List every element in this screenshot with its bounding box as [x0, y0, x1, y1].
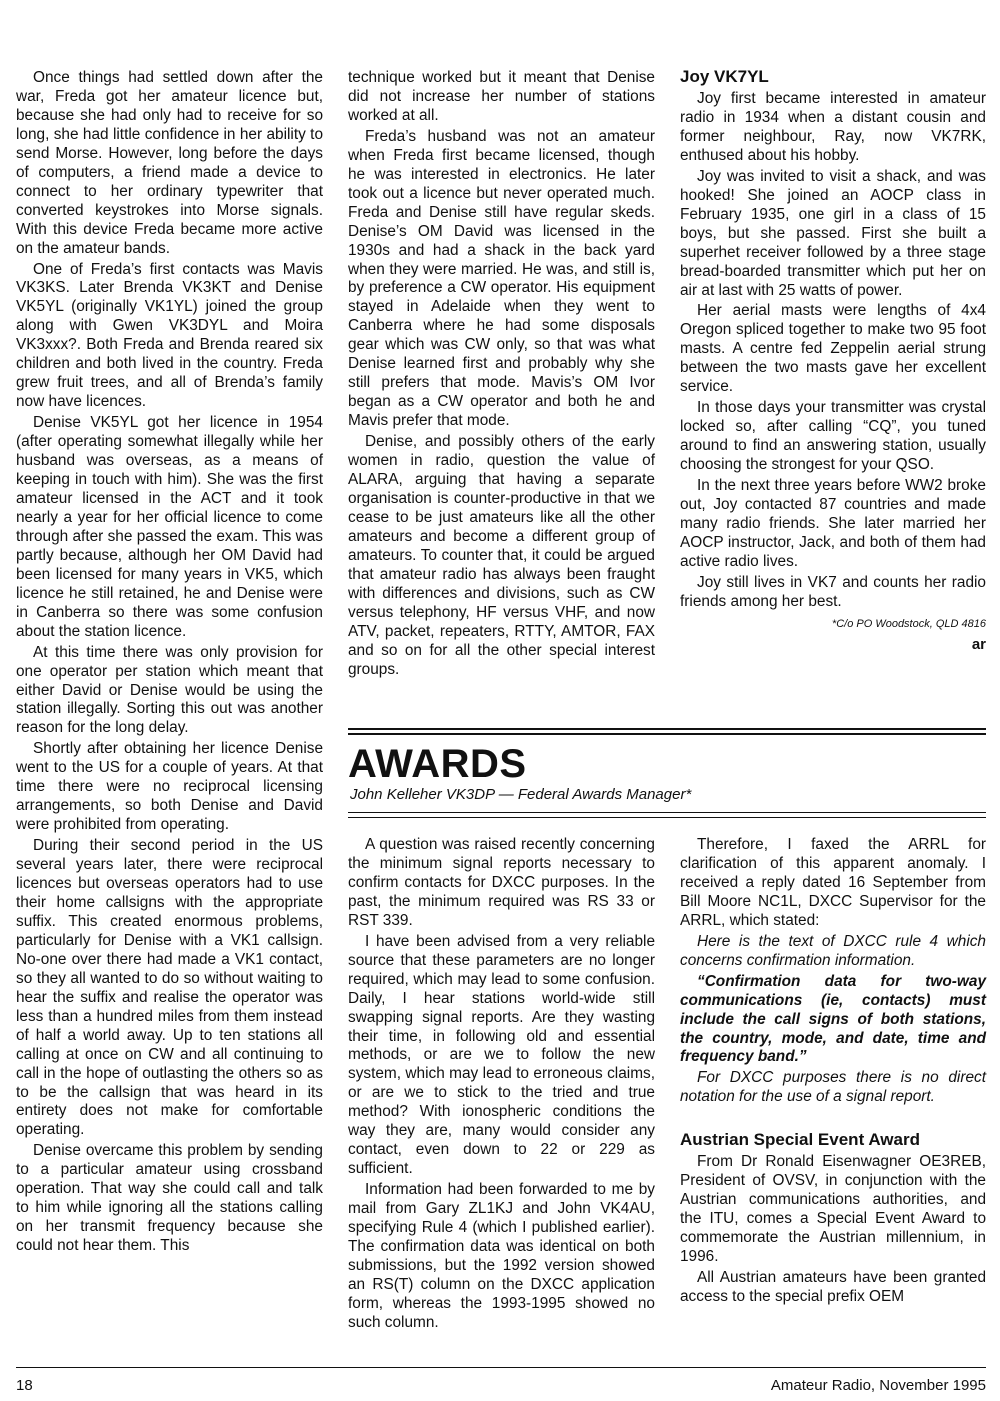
paragraph: Joy was invited to visit a shack, and was hooked! She joined an AOCP class in February 1935, one girl in a class of 15 boys, but she passed. First she built a superhet receiver followed by a three stage bread-boarded transmitter which put her on air at last with 25 watts of power. — [680, 167, 986, 299]
paragraph: Denise, and possibly others of the early women in radio, question the value of ALARA, arguing that having a separate organisation is counter-productive in that we cease to be just amateurs like all the other amateurs and become a different group of amateurs. To counter that, it could be argued that amateur radio has always been fraught with differences and divisions, such as CW versus telephony, HF versus VHF, and now ATV, packet, repeaters, RTTY, AMTOR, FAX and so on for all the other special interest groups. — [348, 433, 655, 678]
quoted-paragraph: Here is the text of DXCC rule 4 which concerns confirmation information. — [680, 932, 986, 969]
paragraph: Denise overcame this problem by sending to a particular amateur using crossband operation. That way she could call and talk to him while ignoring all the stations calling on her transmit frequency because she could not hear them. This — [16, 1142, 323, 1255]
paragraph: Her aerial masts were lengths of 4x4 Oregon spliced together to make two 95 foot masts. A centre fed Zeppelin aerial strung between the two masts gave her excellent service. — [680, 302, 986, 396]
article-column-1 — [16, 69, 323, 1256]
paragraph: Freda’s husband was not an amateur when Freda first became licensed, though he was interested in electronics. He later took out a licence but never operated much. Freda and Denise still have regular skeds. Denise’s OM David was licensed in the 1930s and had a shack in the back yard when they were married. He was, and still is, by preference a CW operator. His equipment stayed in Adelaide when they went to Canberra where he had some disposals gear which was CW only, so that was what Denise learned first and probably why she still prefers that mode. Mavis’s OM Ivor began as a CW operator and both he and Mavis prefer that mode. — [348, 127, 655, 430]
awards-title: AWARDS — [348, 742, 527, 786]
paragraph: technique worked but it meant that Denise did not increase her number of stations worked at all. — [348, 69, 655, 124]
byline-rule — [348, 812, 986, 813]
paragraph: At this time there was only provision for one operator per station which meant that either David or Denise would be using the station illegally. Sorting this out was another reason for the long delay. — [16, 643, 323, 737]
paragraph: In the next three years before WW2 broke out, Joy contacted 87 countries and made many radio friends. She later married her AOCP instructor, Jack, and both of them had active radio lives. — [680, 477, 986, 570]
end-mark: ar — [971, 635, 986, 653]
awards-byline: John Kelleher VK3DP — Federal Awards Manager* — [350, 786, 692, 803]
article-column-2 — [348, 69, 655, 680]
dxcc-rule-quote: “Confirmation data for two-way communications (ie, contacts) must include the call signs of both stations, the country, mode, and date, time and frequency band.” — [680, 972, 986, 1066]
section-rule-top-double — [348, 733, 986, 735]
author-address: *C/o PO Woodstock, QLD 4816 — [831, 617, 986, 630]
paragraph: Therefore, I faxed the ARRL for clarification of this apparent anomaly. I received a reply dated 16 September from Bill Moore NC1L, DXCC Supervisor for the ARRL, which stated: — [680, 836, 986, 929]
paragraph: In those days your transmitter was crystal locked so, after calling “CQ”, you tuned around to find an answering station, usually choosing the strongest for your QSO. — [680, 399, 986, 474]
joy-vk7yl-heading: Joy VK7YL — [680, 67, 769, 86]
paragraph: All Austrian amateurs have been granted access to the special prefix OEM — [680, 1269, 986, 1306]
paragraph: Information had been forwarded to me by mail from Gary ZL1KJ and John VK4AU, specifying Rule 4 (which I published earlier). The confirmation data was identical on both submissions, but the 1992 version showed an RS(T) column on the DXCC application form, whereas the 1993-1995 showed no such column. — [348, 1181, 655, 1331]
paragraph: Denise VK5YL got her licence in 1954 (after operating somewhat illegally while her husband was overseas, as a means of keeping in touch with him). She was the first amateur licensed in the ACT and it took nearly a year for her official licence to come through after she passed the exam. This was partly because, although her OM David had been licensed for many years in VK5, which licence he still retained, he and Denise were in Canberra so there was some confusion about the station licence. — [16, 414, 323, 640]
byline-rule-double — [348, 817, 986, 818]
awards-column-2 — [680, 836, 986, 1307]
quoted-paragraph: For DXCC purposes there is no direct notation for the use of a signal report. — [680, 1069, 986, 1106]
paragraph: Joy first became interested in amateur radio in 1934 when a distant cousin and former neighbour, Ray, now VK7RK, enthused about his hobby. — [680, 90, 986, 164]
paragraph: One of Freda’s first contacts was Mavis VK3KS. Later Brenda VK3KT and Denise VK5YL (originally VK1YL) joined the group along with Gwen VK3DYL and Moira VK3xxx?. Both Freda and Brenda reared six children and both lived in the country. Freda grew fruit trees, and all of Brenda’s family now have licences. — [16, 260, 323, 411]
paragraph: A question was raised recently concerning the minimum signal reports necessary to confirm contacts for DXCC purposes. In the past, the minimum required was RS 33 or RST 339. — [348, 836, 655, 929]
footer-rule — [16, 1367, 986, 1368]
paragraph: Shortly after obtaining her licence Denise went to the US for a couple of years. At that time there were no reciprocal licensing arrangements, so both Denise and David were prohibited from operating. — [16, 740, 323, 834]
paragraph: I have been advised from a very reliable source that these parameters are no longer required, which may lead to some confusion. Daily, I hear stations world-wide still swapping signal reports. Are they wasting their time, in following old and essential methods, or are we to follow the new system, which may lead to erroneous claims, or are we to stick to the tried and true method? With ionospheric conditions the way they are, many would consider any contact, even down to 22 or 229 as sufficient. — [348, 932, 655, 1178]
page-number: 18 — [16, 1377, 33, 1394]
paragraph: Joy still lives in VK7 and counts her radio friends among her best. — [680, 573, 986, 610]
paragraph: Once things had settled down after the war, Freda got her amateur licence but, because she had only had to receive for so long, she had little confidence in her ability to send Morse. However, long before the days of computers, a friend made a device to connect to her ordinary typewriter that converted keystrokes into Morse signals. With this device Freda became more active on the amateur bands. — [16, 69, 323, 257]
paragraph: From Dr Ronald Eisenwagner OE3REB, President of OVSV, in conjunction with the Austrian communications authorities, and the ITU, comes a Special Event Award to commemorate the Austrian millennium, in 1996. — [680, 1153, 986, 1266]
article-column-3 — [680, 66, 986, 655]
awards-column-1 — [348, 836, 655, 1333]
paragraph: During their second period in the US several years later, there were reciprocal licences but overseas operators had to use their home callsigns with the appropriate suffix. This created enormous problems, particularly for Denise with a VK1 callsign. No-one over there had made a VK1 contact, so they all wanted to do so without waiting to hear the suffix and realise the operator was less than a hundred miles from them instead of half a world away. Up to ten stations all calling at once on CW and all continuing to call in the hope of outlasting the others so as to be the callsign that was heard in its entirety does not make for comfortable operating. — [16, 837, 323, 1139]
austrian-award-heading: Austrian Special Event Award — [680, 1130, 920, 1150]
publication-line: Amateur Radio, November 1995 — [770, 1377, 986, 1394]
section-rule-top — [348, 728, 986, 730]
